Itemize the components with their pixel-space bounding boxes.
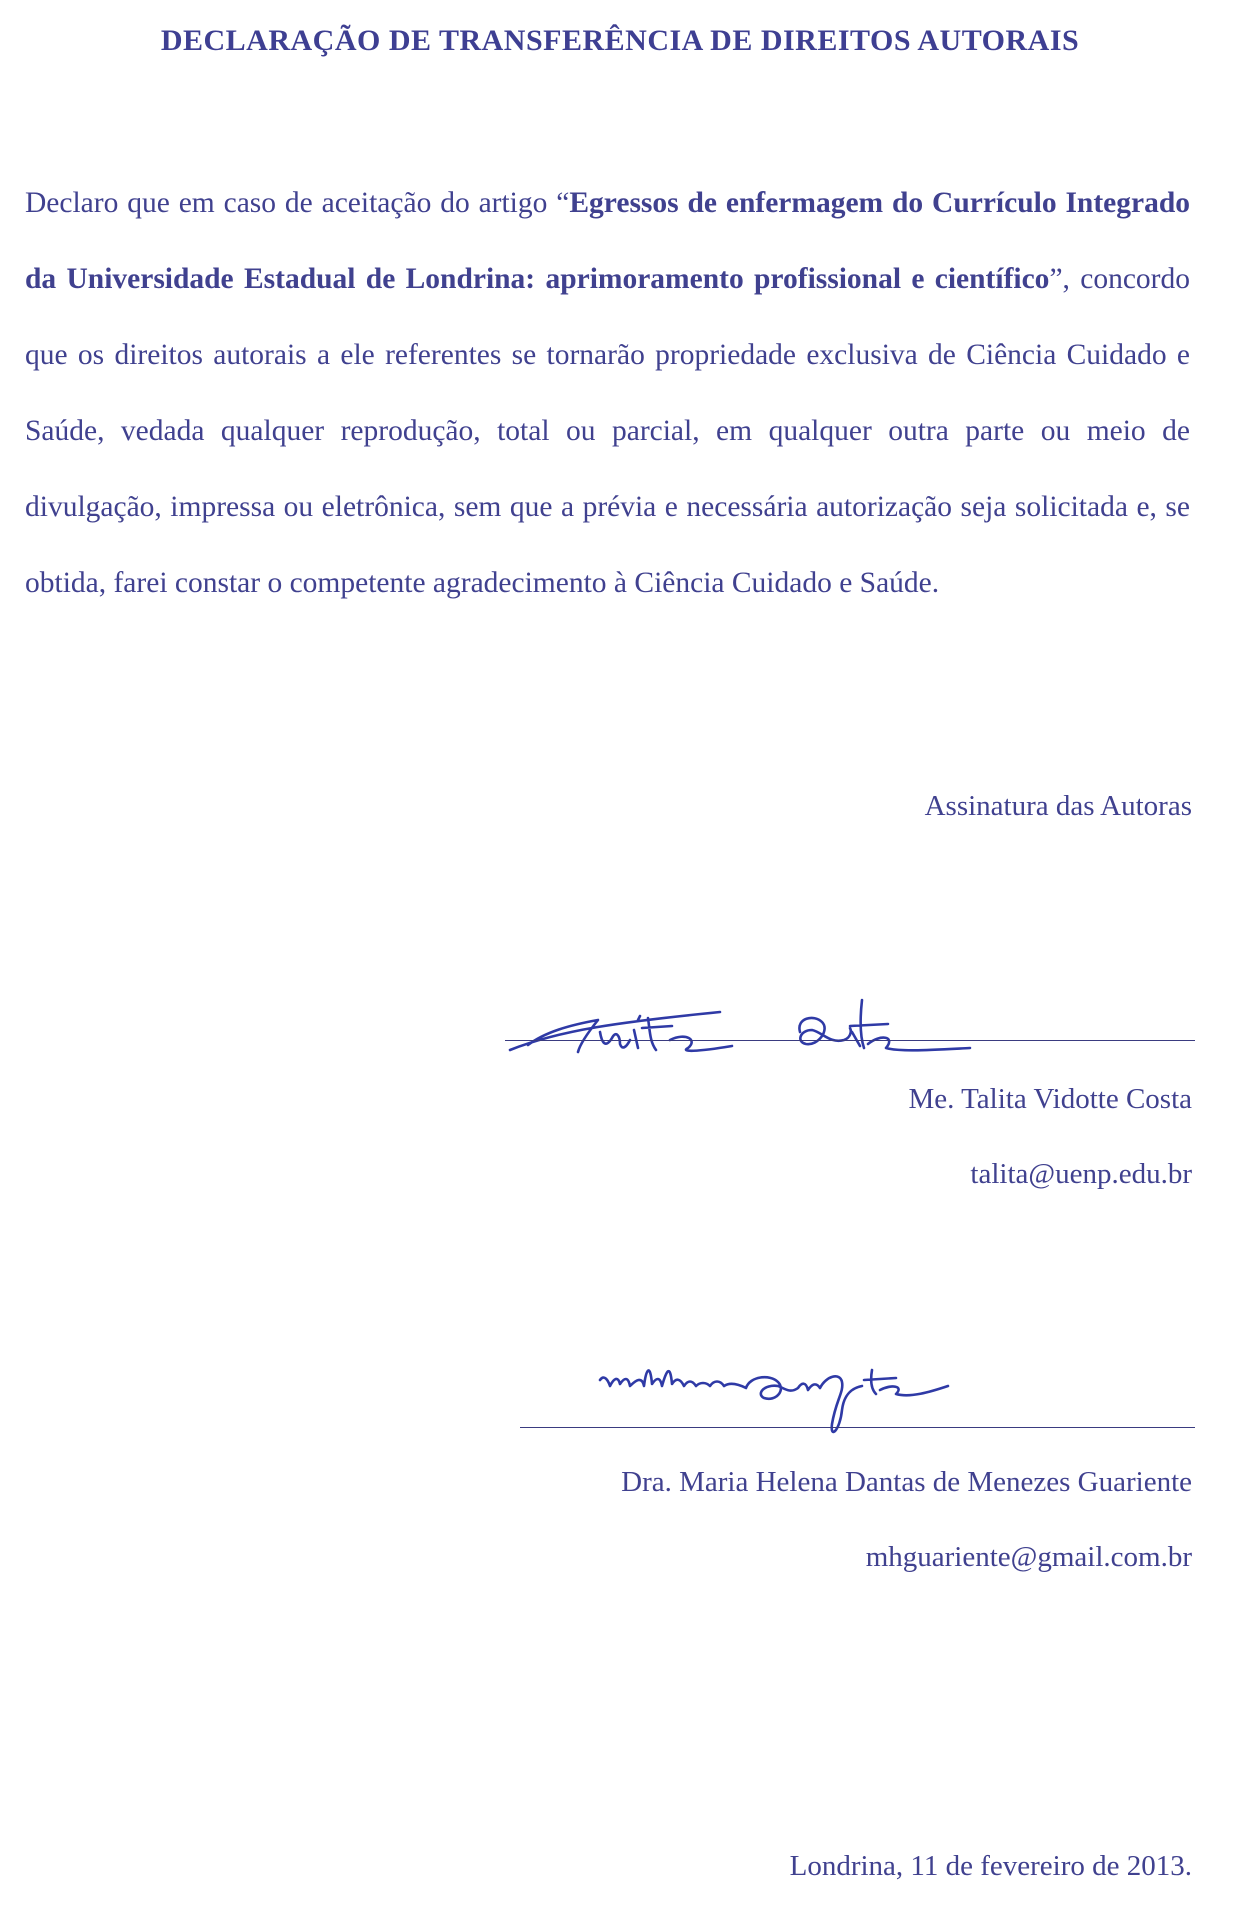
signature-line-2: [520, 1427, 1195, 1428]
author-1-name: Me. Talita Vidotte Costa: [908, 1083, 1192, 1115]
place-date: Londrina, 11 de fevereiro de 2013.: [789, 1850, 1192, 1882]
signature-talita-costa: [500, 960, 1010, 1060]
author-2-email: mhguariente@gmail.com.br: [865, 1541, 1192, 1573]
body-rest: ”, concordo que os direitos autorais a ele referentes se tornarão propriedade exclusiva de Ciência Cuidado e Saúde, vedada qualquer reprodução, total ou parcial, em qualquer outra parte ou meio de divulgação, impressa ou eletrônica, sem que a prévia e necessária autorização seja solicitada e, se obtida, farei constar o competente agradecimento à Ciência Cuidado e Saúde.: [25, 263, 1190, 599]
document-title: DECLARAÇÃO DE TRANSFERÊNCIA DE DIREITOS AUTORAIS: [160, 24, 1080, 57]
signature-maria-guariente: [580, 1340, 1140, 1450]
article-title: Egressos de enfermagem do Currículo Integrado da Universidade Estadual de Londrina: aprimoramento profissional e científico: [25, 187, 1191, 295]
author-2-name: Dra. Maria Helena Dantas de Menezes Guariente: [621, 1466, 1192, 1498]
declaration-body: [25, 165, 1190, 621]
author-1-email: talita@uenp.edu.br: [970, 1158, 1192, 1190]
signature-line-1: [505, 1040, 1195, 1041]
body-intro: Declaro que em caso de aceitação do artigo “: [25, 187, 570, 219]
signature-heading: Assinatura das Autoras: [924, 790, 1192, 822]
